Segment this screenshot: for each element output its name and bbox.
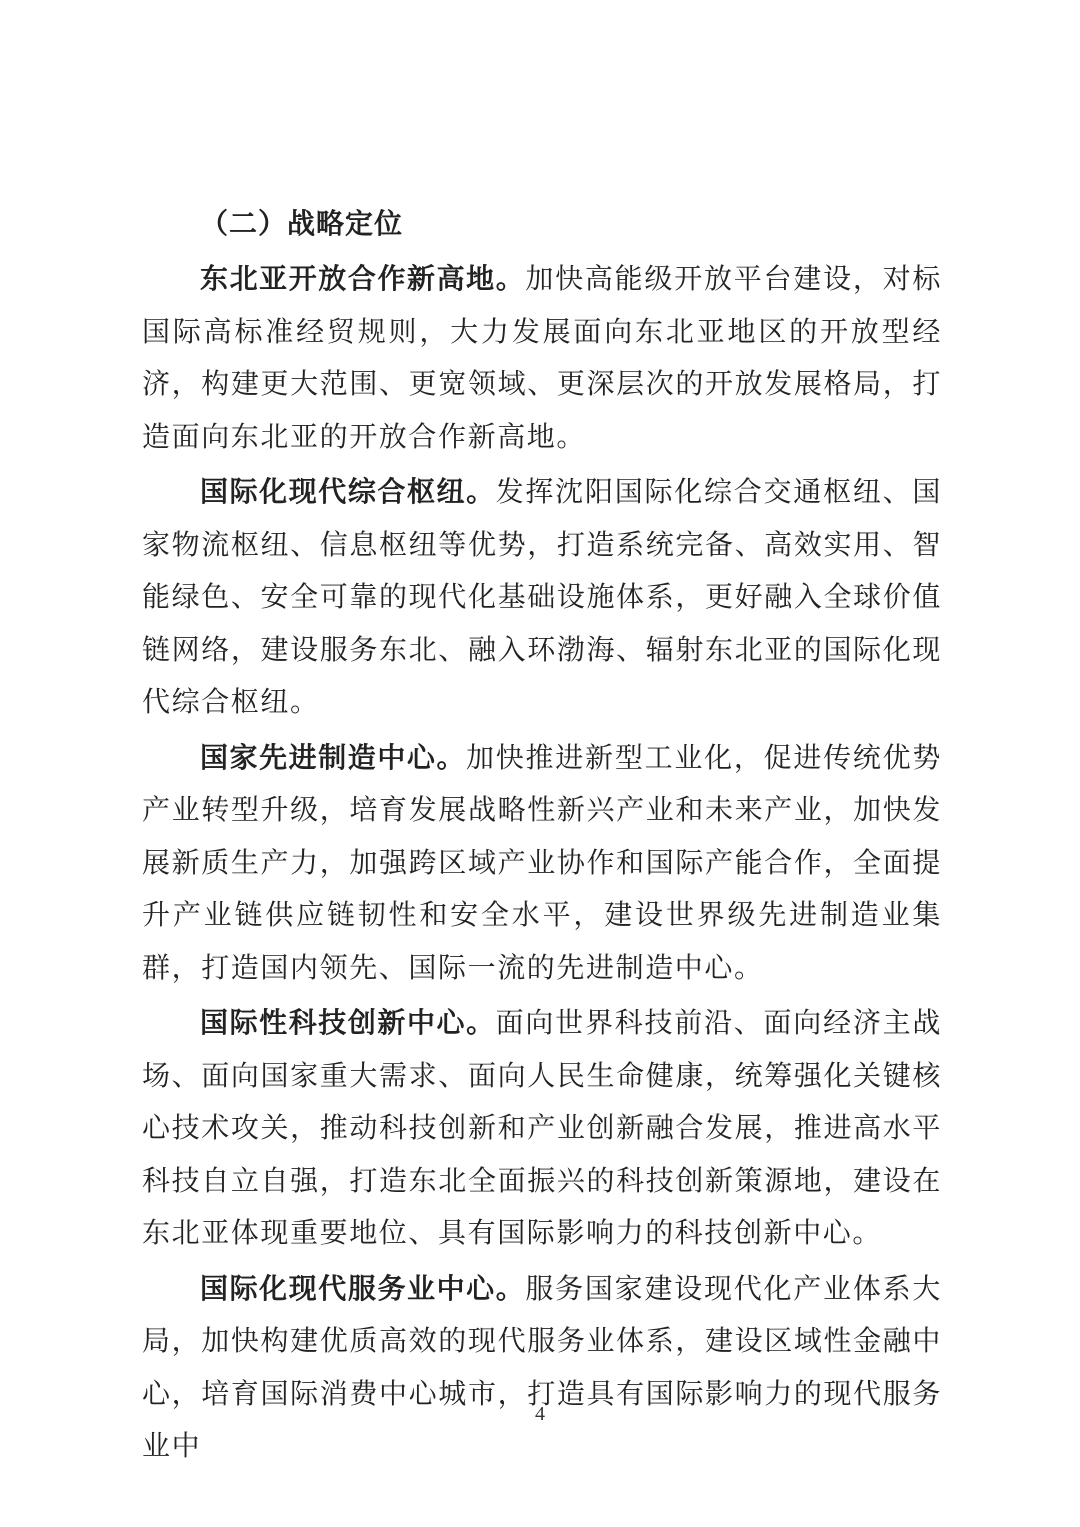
paragraph-lead: 国家先进制造中心。	[200, 740, 467, 774]
paragraph-body: 发挥沈阳国际化综合交通枢纽、国家物流枢纽、信息枢纽等优势，打造系统完备、高效实用、智能绿色、安全可靠的现代化基础设施体系，更好融入全球价值链网络，建设服务东北、融入环渤海、辐射东北亚的国际化现代综合枢纽。	[142, 475, 942, 718]
paragraph-transport-hub	[142, 466, 942, 729]
paragraph-lead: 东北亚开放合作新高地。	[200, 262, 526, 295]
paragraph-service-center	[142, 1263, 942, 1473]
paragraph-body: 服务国家建设现代化产业体系大局，加快构建优质高效的现代服务业体系，建设区域性金融中心，培育国际消费中心城市，打造具有国际影响力的现代服务业中	[142, 1271, 942, 1462]
paragraph-lead: 国际化现代综合枢纽。	[200, 475, 496, 508]
section-heading: （二）战略定位	[200, 207, 404, 240]
paragraph-manufacturing-center	[142, 732, 942, 995]
paragraph-lead: 国际化现代服务业中心。	[200, 1271, 526, 1305]
paragraph-body: 加快推进新型工业化，促进传统优势产业转型升级，培育发展战略性新兴产业和未来产业，加快发展新质生产力，加强跨区域产业协作和国际产能合作，全面提升产业链供应链韧性和安全水平，建设世界级先进制造业集群，打造国内领先、国际一流的先进制造中心。	[142, 740, 942, 984]
paragraph-northeast-asia-opening	[142, 253, 942, 463]
paragraph-body: 加快高能级开放平台建设，对标国际高标准经贸规则，大力发展面向东北亚地区的开放型经济，构建更大范围、更宽领域、更深层次的开放发展格局，打造面向东北亚的开放合作新高地。	[142, 262, 942, 453]
page-content	[142, 198, 942, 1473]
paragraph-lead: 国际性科技创新中心。	[200, 1006, 496, 1039]
paragraph-innovation-center	[142, 997, 942, 1260]
page-number: 4	[535, 1403, 545, 1425]
paragraph-body: 面向世界科技前沿、面向经济主战场、面向国家重大需求、面向人民生命健康，统筹强化关键核心技术攻关，推动科技创新和产业创新融合发展，推进高水平科技自立自强，打造东北全面振兴的科技创新策源地，建设在东北亚体现重要地位、具有国际影响力的科技创新中心。	[142, 1006, 942, 1249]
